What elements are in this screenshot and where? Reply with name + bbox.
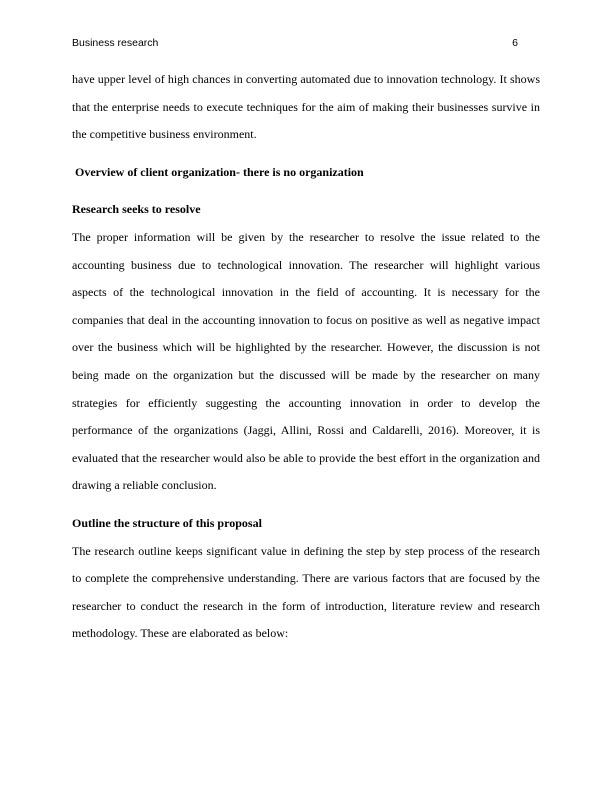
outline-heading: Outline the structure of this proposal (72, 515, 262, 530)
intro-paragraph: have upper level of high chances in converting automated due to innovation technology. It shows that the enterprise needs to execute techniques for the aim of making their businesses survive in the competitive business environment. (72, 72, 540, 142)
research-paragraph: The proper information will be given by the researcher to resolve the issue related to the accounting business due to technological innovation. The researcher will highlight various aspects of the technological innovation in the field of accounting. It is necessary for the companies that deal in the accounting innovation to focus on positive as well as negative impact over the business which will be highlighted by the researcher. However, the discussion is not being made on the organization but the discussed will be made by the researcher on many strategies for efficiently suggesting the accounting innovation in order to develop the performance of the organizations (Jaggi, Allini, Rossi and Caldarelli, 2016). Moreover, it is evaluated that the researcher would also be able to provide the best effort in the organization and drawing a reliable conclusion. (72, 229, 540, 493)
outline-paragraph: The research outline keeps significant value in defining the step by step process of the research to complete the comprehensive understanding. There are various factors that are focused by the researcher to conduct the research in the form of introduction, literature review and research methodology. These are elaborated as below: (72, 543, 540, 641)
research-heading: Research seeks to resolve (72, 202, 201, 217)
page-header (72, 36, 518, 50)
page-number: 6 (512, 37, 518, 49)
overview-heading: Overview of client organization- there is no organization (75, 164, 364, 179)
page-body (72, 66, 540, 648)
running-head-title: Business research (72, 37, 159, 49)
